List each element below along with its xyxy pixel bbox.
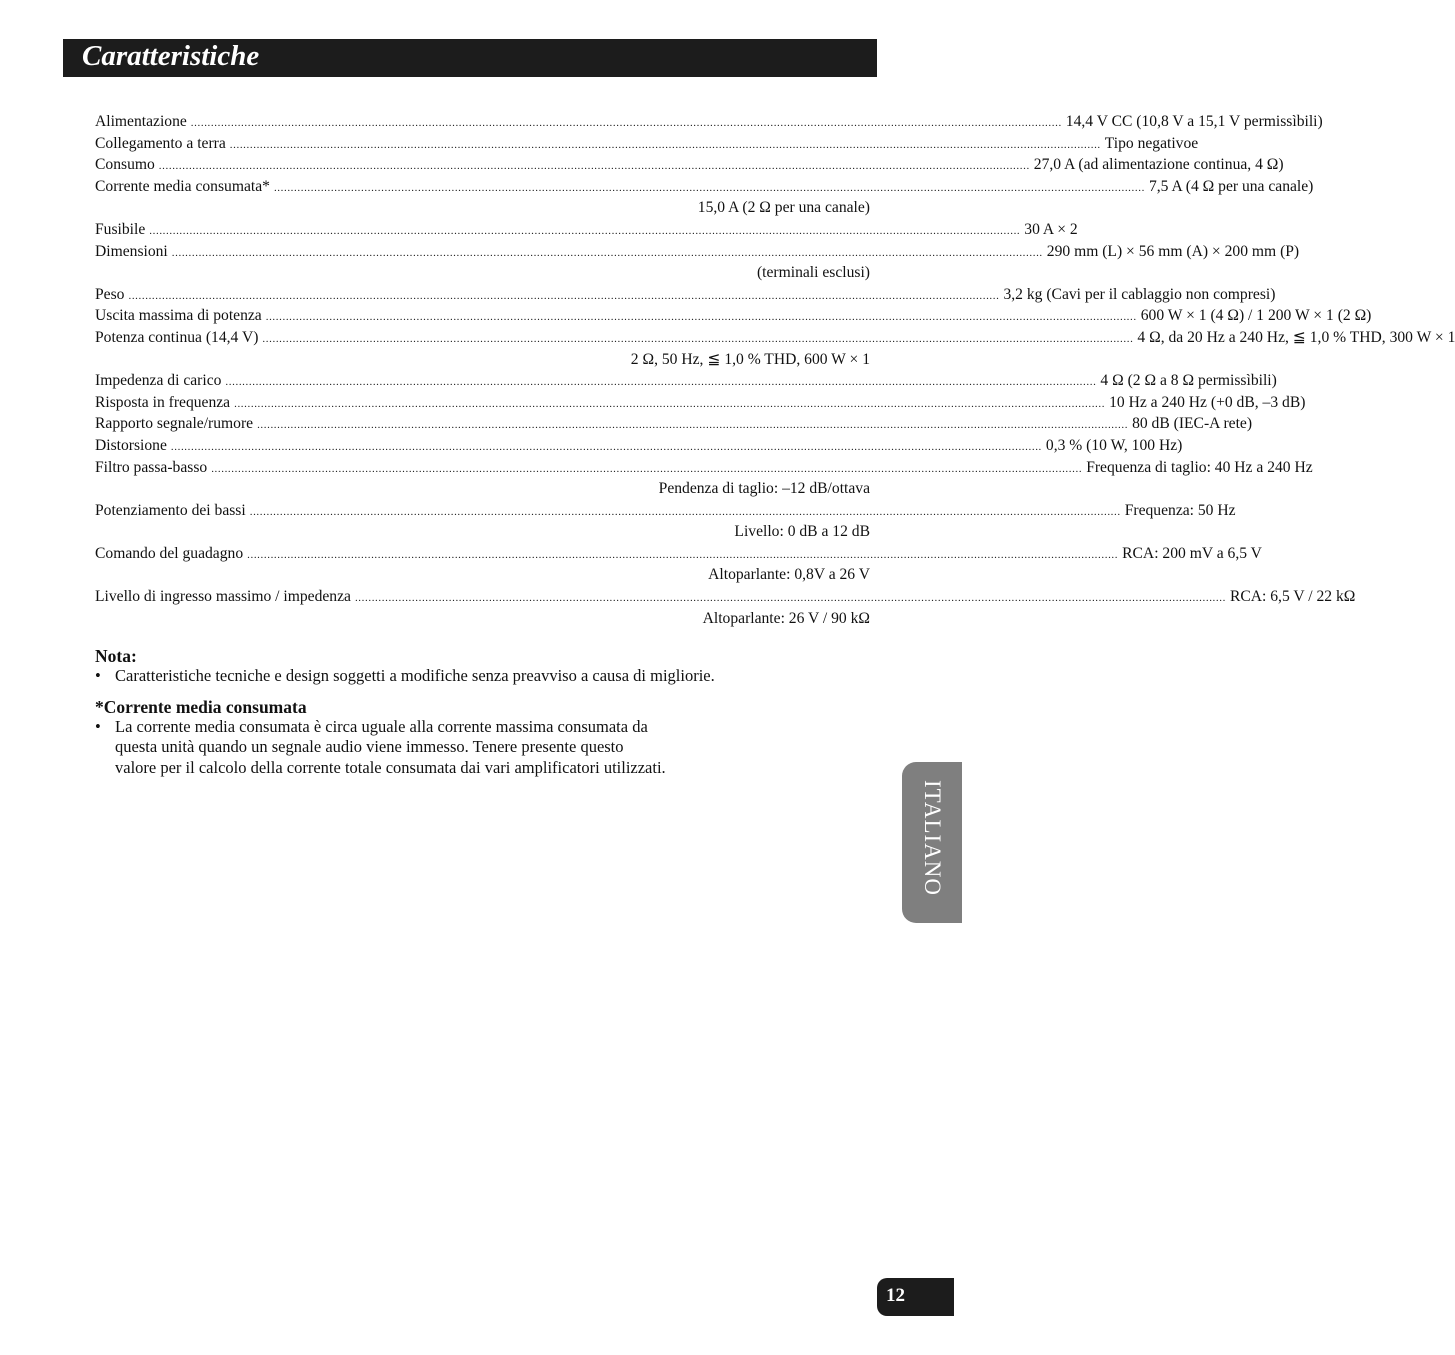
- spec-row: [95, 392, 1306, 414]
- spec-value: Livello: 0 dB a 12 dB: [734, 523, 870, 541]
- title-bar: [63, 39, 877, 77]
- spec-label: Livello di ingresso massimo / impedenza: [95, 588, 351, 606]
- bullet-mark: •: [95, 716, 101, 736]
- spec-value: 15,0 A (2 Ω per una canale): [697, 199, 870, 217]
- spec-row: [95, 586, 1356, 608]
- dot-leader: ....................................................................................................................................................................................................................................................................: [234, 397, 1106, 410]
- language-tab: [902, 762, 962, 923]
- spec-row: [95, 154, 1284, 176]
- spec-label: Distorsione: [95, 436, 167, 454]
- spec-label: Filtro passa-basso: [95, 458, 208, 476]
- spec-value: 4 Ω, da 20 Hz a 240 Hz, ≦ 1,0 % THD, 300 W × 1: [1137, 328, 1455, 346]
- dot-leader: ....................................................................................................................................................................................................................................................................: [249, 505, 1121, 518]
- dot-leader: ....................................................................................................................................................................................................................................................................: [170, 440, 1042, 453]
- spec-row: [95, 370, 1277, 392]
- page-title: Caratteristiche: [82, 40, 260, 72]
- spec-row: [95, 305, 1372, 327]
- spec-row: [95, 413, 1253, 435]
- dot-leader: ....................................................................................................................................................................................................................................................................: [225, 376, 1097, 389]
- spec-value: Frequenza: 50 Hz: [1124, 501, 1236, 519]
- spec-row-continuation: [95, 197, 870, 219]
- notes-section: [95, 646, 855, 778]
- dot-leader: ....................................................................................................................................................................................................................................................................: [128, 289, 1000, 302]
- spec-row: [95, 133, 1199, 155]
- spec-row: [95, 543, 1262, 565]
- spec-row: [95, 457, 1313, 479]
- page-number-box: [877, 1278, 954, 1316]
- dot-leader: ....................................................................................................................................................................................................................................................................: [171, 246, 1043, 259]
- dot-leader: ....................................................................................................................................................................................................................................................................: [229, 138, 1101, 151]
- spec-label: Uscita massima di potenza: [95, 307, 262, 325]
- dot-leader: ....................................................................................................................................................................................................................................................................: [211, 462, 1083, 475]
- language-tab-label: ITALIANO: [920, 780, 945, 897]
- dot-leader: ....................................................................................................................................................................................................................................................................: [265, 311, 1137, 324]
- dot-leader: ....................................................................................................................................................................................................................................................................: [149, 224, 1021, 237]
- spec-value: 0,3 % (10 W, 100 Hz): [1045, 436, 1183, 454]
- bullet-mark: •: [95, 666, 101, 685]
- spec-label: Consumo: [95, 156, 155, 174]
- spec-row-continuation: [95, 608, 870, 630]
- spec-label: Alimentazione: [95, 113, 187, 130]
- spec-row: [95, 284, 1276, 306]
- dot-leader: ....................................................................................................................................................................................................................................................................: [190, 117, 1062, 129]
- spec-value: Tipo negativoe: [1104, 134, 1199, 152]
- corrente-text-line: valore per il calcolo della corrente totale consumata dai vari amplificatori utilizzati.: [115, 757, 666, 777]
- spec-label: Collegamento a terra: [95, 134, 226, 152]
- dot-leader: ....................................................................................................................................................................................................................................................................: [273, 181, 1145, 194]
- spec-row: [95, 241, 1300, 263]
- corrente-bullet-item: [95, 717, 855, 779]
- spec-value: Altoparlante: 26 V / 90 kΩ: [702, 609, 870, 627]
- specifications-list: [95, 111, 1455, 629]
- spec-row: [95, 500, 1236, 522]
- spec-row: [95, 327, 1455, 349]
- spec-value: 30 A × 2: [1024, 220, 1078, 238]
- spec-value: 80 dB (IEC-A rete): [1132, 415, 1253, 433]
- spec-value: Altoparlante: 0,8V a 26 V: [708, 566, 870, 584]
- spec-value: Frequenza di taglio: 40 Hz a 240 Hz: [1086, 458, 1313, 476]
- nota-text-line: Caratteristiche tecniche e design soggetti a modifiche senza preavviso a causa di migliorie.: [115, 666, 715, 685]
- spec-row-continuation: [95, 521, 870, 543]
- dot-leader: ....................................................................................................................................................................................................................................................................: [354, 592, 1226, 605]
- spec-label: Potenza continua (14,4 V): [95, 328, 259, 346]
- spec-label: Potenziamento dei bassi: [95, 501, 246, 519]
- spec-label: Comando del guadagno: [95, 544, 244, 562]
- spec-label: Risposta in frequenza: [95, 393, 231, 411]
- dot-leader: ....................................................................................................................................................................................................................................................................: [158, 160, 1030, 173]
- spec-row-continuation: [95, 349, 870, 371]
- spec-value: 7,5 A (4 Ω per una canale): [1148, 177, 1314, 195]
- spec-row-continuation: [95, 564, 870, 586]
- spec-row-continuation: [95, 262, 870, 284]
- spec-label: Fusibile: [95, 220, 146, 238]
- spec-label: Rapporto segnale/rumore: [95, 415, 254, 433]
- nota-bullet-item: [95, 666, 855, 687]
- dot-leader: ....................................................................................................................................................................................................................................................................: [247, 548, 1119, 561]
- corrente-text-line: questa unità quando un segnale audio viene immesso. Tenere presente questo: [115, 737, 624, 756]
- spec-label: Impedenza di carico: [95, 372, 222, 390]
- spec-row: [95, 176, 1314, 198]
- page-number: 12: [886, 1285, 905, 1306]
- spec-value: 290 mm (L) × 56 mm (A) × 200 mm (P): [1046, 242, 1300, 260]
- spec-label: Corrente media consumata*: [95, 177, 270, 195]
- spec-row: [95, 111, 1323, 133]
- spec-value: RCA: 6,5 V / 22 kΩ: [1229, 588, 1356, 606]
- spec-value: 3,2 kg (Cavi per il cablaggio non compresi): [1003, 285, 1276, 303]
- corrente-heading: *Corrente media consumata: [95, 696, 307, 717]
- spec-value: Pendenza di taglio: –12 dB/ottava: [658, 480, 870, 498]
- corrente-text-line: La corrente media consumata è circa uguale alla corrente massima consumata da: [115, 716, 648, 736]
- spec-value: RCA: 200 mV a 6,5 V: [1122, 544, 1262, 562]
- spec-value: 14,4 V CC (10,8 V a 15,1 V permissìbili): [1065, 113, 1323, 130]
- spec-label: Peso: [95, 285, 125, 303]
- spec-row: [95, 219, 1078, 241]
- spec-value: 600 W × 1 (4 Ω) / 1 200 W × 1 (2 Ω): [1140, 307, 1372, 325]
- spec-value: 10 Hz a 240 Hz (+0 dB, –3 dB): [1109, 393, 1306, 411]
- spec-label: Dimensioni: [95, 242, 168, 260]
- dot-leader: ....................................................................................................................................................................................................................................................................: [262, 332, 1134, 345]
- nota-heading: Nota:: [95, 646, 137, 666]
- spec-value: 2 Ω, 50 Hz, ≦ 1,0 % THD, 600 W × 1: [630, 350, 870, 368]
- spec-value: 4 Ω (2 Ω a 8 Ω permissìbili): [1100, 372, 1277, 390]
- spec-row-continuation: [95, 478, 870, 500]
- spec-row: [95, 435, 1183, 457]
- spec-value: 27,0 A (ad alimentazione continua, 4 Ω): [1033, 156, 1284, 174]
- spec-value: (terminali esclusi): [756, 264, 870, 282]
- dot-leader: ....................................................................................................................................................................................................................................................................: [257, 419, 1129, 432]
